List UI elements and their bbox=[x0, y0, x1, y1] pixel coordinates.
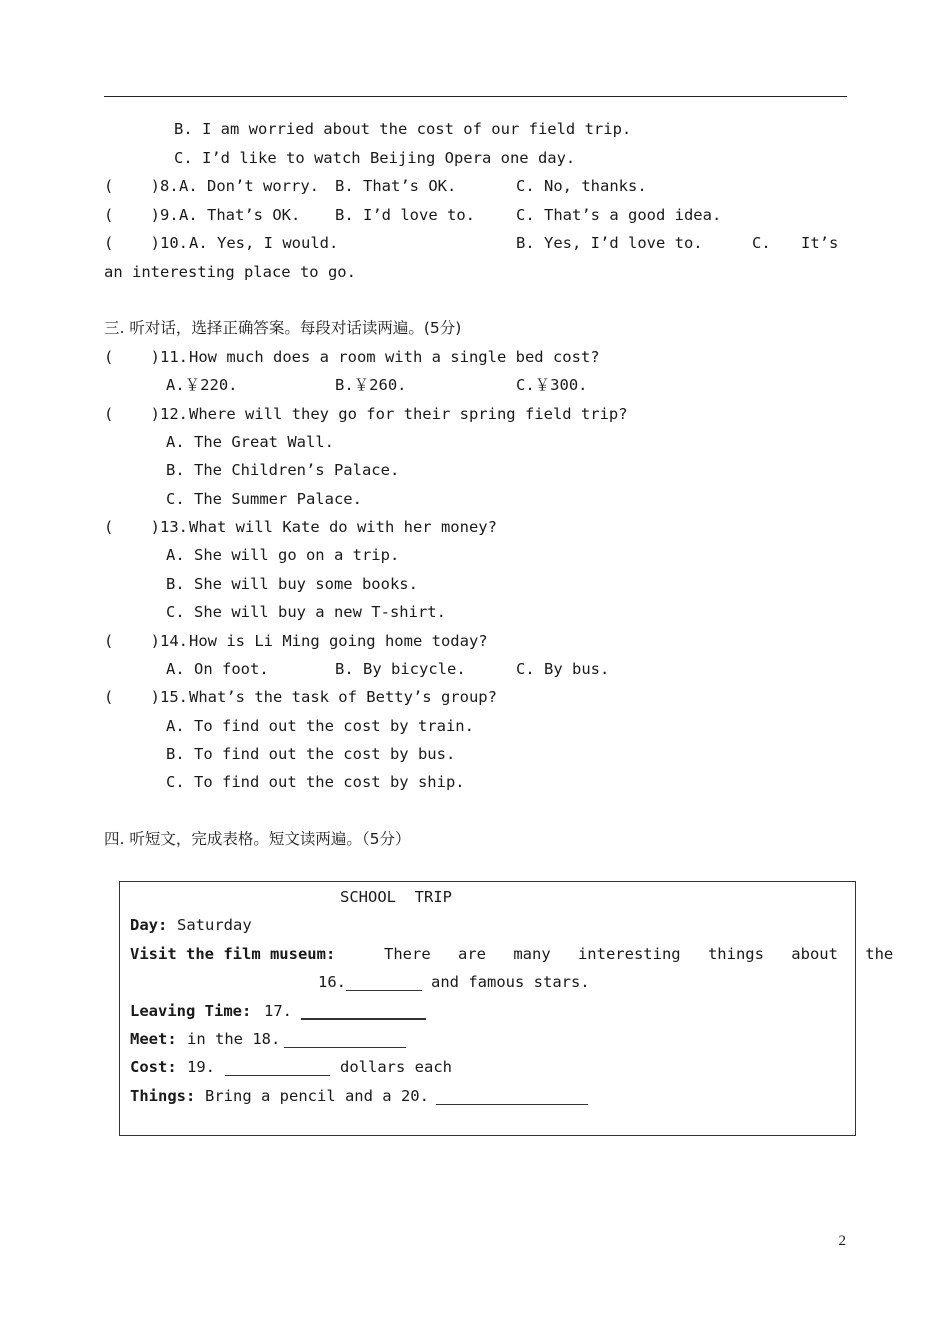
cost-label: Cost: bbox=[130, 1058, 177, 1076]
q9-option-c: C. That’s a good idea. bbox=[516, 206, 722, 224]
section-3-heading: 三. 听对话，选择正确答案。每段对话读两遍。(5分) bbox=[104, 319, 462, 337]
blank-18[interactable] bbox=[284, 1033, 406, 1048]
blank-16[interactable] bbox=[346, 976, 422, 991]
q12-option-a: A. The Great Wall. bbox=[166, 433, 334, 451]
visit-text: There are many interesting things about the bbox=[384, 945, 894, 963]
q11-question: How much does a room with a single bed cost? bbox=[189, 348, 600, 366]
things-text: Bring a pencil and a 20. bbox=[205, 1087, 429, 1105]
q13-option-c: C. She will buy a new T-shirt. bbox=[166, 603, 446, 621]
section-4-heading: 四. 听短文，完成表格。短文读两遍。（5分） bbox=[104, 830, 411, 848]
blank-19-num: 19. bbox=[187, 1058, 215, 1076]
q7-option-b: B. I am worried about the cost of our field trip. bbox=[174, 120, 632, 138]
header-rule bbox=[104, 96, 847, 97]
q10-option-c-cont: an interesting place to go. bbox=[104, 263, 356, 281]
q14-option-c: C. By bus. bbox=[516, 660, 610, 678]
q14-option-a: A. On foot. bbox=[166, 660, 269, 678]
q12-question: Where will they go for their spring field trip? bbox=[189, 405, 628, 423]
q13-paren: ( )13. bbox=[104, 518, 188, 536]
q10-option-c-label: C. bbox=[752, 234, 771, 252]
q9-option-a: A. That’s OK. bbox=[179, 206, 301, 224]
q14-paren: ( )14. bbox=[104, 632, 188, 650]
cost-tail: dollars each bbox=[340, 1058, 452, 1076]
q13-option-a: A. She will go on a trip. bbox=[166, 546, 400, 564]
q10-option-c-start: It’s bbox=[801, 234, 839, 252]
page-number: 2 bbox=[838, 1233, 846, 1249]
q11-option-c: C.￥300. bbox=[516, 376, 588, 394]
q15-option-a: A. To find out the cost by train. bbox=[166, 717, 474, 735]
q13-question: What will Kate do with her money? bbox=[189, 518, 497, 536]
q12-paren: ( )12. bbox=[104, 405, 188, 423]
q14-question: How is Li Ming going home today? bbox=[189, 632, 488, 650]
q9-paren: ( )9. bbox=[104, 206, 179, 224]
q14-option-b: B. By bicycle. bbox=[335, 660, 466, 678]
q7-option-c: C. I’d like to watch Beijing Opera one day. bbox=[174, 149, 576, 167]
q15-option-c: C. To find out the cost by ship. bbox=[166, 773, 465, 791]
visit-text-tail: and famous stars. bbox=[431, 973, 590, 991]
q10-option-b: B. Yes, I’d love to. bbox=[516, 234, 703, 252]
q11-option-a: A.￥220. bbox=[166, 376, 238, 394]
q11-option-b: B.￥260. bbox=[335, 376, 407, 394]
blank-20[interactable] bbox=[436, 1090, 588, 1105]
q15-option-b: B. To find out the cost by bus. bbox=[166, 745, 456, 763]
day-value: Saturday bbox=[177, 916, 252, 934]
leaving-time-label: Leaving Time: bbox=[130, 1002, 252, 1020]
q8-paren: ( )8. bbox=[104, 177, 179, 195]
meet-label: Meet: bbox=[130, 1030, 177, 1048]
blank-17[interactable] bbox=[301, 1004, 426, 1020]
q8-option-c: C. No, thanks. bbox=[516, 177, 647, 195]
q15-paren: ( )15. bbox=[104, 688, 188, 706]
q13-option-b: B. She will buy some books. bbox=[166, 575, 418, 593]
meet-text: in the 18. bbox=[187, 1030, 281, 1048]
q12-option-b: B. The Children’s Palace. bbox=[166, 461, 400, 479]
things-label: Things: bbox=[130, 1087, 196, 1105]
day-label: Day: bbox=[130, 916, 168, 934]
blank-19[interactable] bbox=[225, 1061, 330, 1076]
q15-question: What’s the task of Betty’s group? bbox=[189, 688, 497, 706]
q10-option-a: A. Yes, I would. bbox=[189, 234, 339, 252]
table-title: SCHOOL TRIP bbox=[340, 888, 452, 906]
q8-option-a: A. Don’t worry. bbox=[179, 177, 319, 195]
q9-option-b: B. I’d love to. bbox=[335, 206, 475, 224]
blank-17-num: 17. bbox=[264, 1002, 292, 1020]
q10-paren: ( )10. bbox=[104, 234, 188, 252]
q11-paren: ( )11. bbox=[104, 348, 188, 366]
visit-blank-16-num: 16. bbox=[318, 973, 346, 991]
q8-option-b: B. That’s OK. bbox=[335, 177, 457, 195]
visit-label: Visit the film museum: bbox=[130, 945, 336, 963]
q12-option-c: C. The Summer Palace. bbox=[166, 490, 362, 508]
